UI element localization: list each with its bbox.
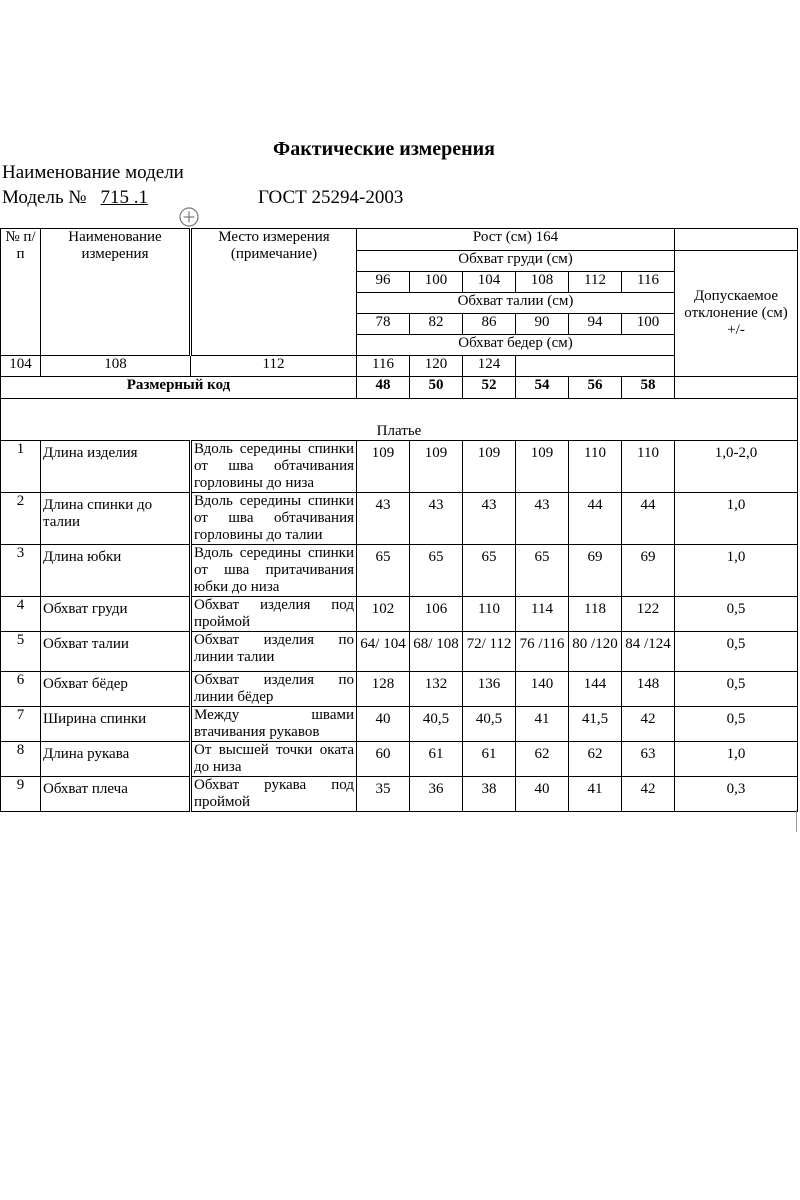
row-number: 8 [1, 742, 41, 777]
measurement-value: 122 [622, 597, 675, 632]
waist-size-cell: 82 [410, 314, 463, 335]
measurement-note: Вдоль середины спинки от шва обтачивания горловины до низа [191, 441, 357, 493]
model-number: 715 .1 [100, 187, 148, 208]
measurement-value: 109 [463, 441, 516, 493]
tolerance-value: 0,5 [675, 672, 798, 707]
measurement-value: 35 [357, 777, 410, 812]
measurement-value: 61 [463, 742, 516, 777]
tolerance-value: 0,5 [675, 632, 798, 672]
measurement-value: 40,5 [410, 707, 463, 742]
measurement-value: 40 [357, 707, 410, 742]
table-row [1, 441, 798, 493]
row-number: 3 [1, 545, 41, 597]
table-row [1, 707, 798, 742]
model-name-label: Наименование модели [2, 162, 184, 183]
model-label: Модель № [2, 187, 87, 208]
row-number: 5 [1, 632, 41, 672]
measurement-value: 128 [357, 672, 410, 707]
measurement-value: 60 [357, 742, 410, 777]
measurement-value: 132 [410, 672, 463, 707]
measurement-value: 80 /120 [569, 632, 622, 672]
measurement-value: 43 [410, 493, 463, 545]
measurement-value: 43 [357, 493, 410, 545]
measurement-name: Обхват бёдер [41, 672, 191, 707]
measurement-value: 62 [569, 742, 622, 777]
measurement-value: 43 [516, 493, 569, 545]
measurement-name: Ширина спинки [41, 707, 191, 742]
measurement-value: 118 [569, 597, 622, 632]
measurement-value: 38 [463, 777, 516, 812]
measurement-value: 64/ 104 [357, 632, 410, 672]
tolerance-value: 1,0 [675, 545, 798, 597]
measurement-value: 109 [357, 441, 410, 493]
measurement-value: 109 [516, 441, 569, 493]
section-title: Платье [1, 399, 798, 441]
measurement-note: Обхват изделия под проймой [191, 597, 357, 632]
measurement-value: 61 [410, 742, 463, 777]
measurement-value: 41 [516, 707, 569, 742]
measurement-value: 69 [622, 545, 675, 597]
waist-size-cell: 94 [569, 314, 622, 335]
waist-size-cell: 78 [357, 314, 410, 335]
header-hips: Обхват бедер (см) [357, 335, 675, 356]
measurement-value: 140 [516, 672, 569, 707]
size-code-blank [675, 377, 798, 399]
measurement-value: 43 [463, 493, 516, 545]
size-code-cell: 52 [463, 377, 516, 399]
measurement-note: Обхват изделия по линии талии [191, 632, 357, 672]
row-number: 6 [1, 672, 41, 707]
hip-size-cell: 120 [410, 356, 463, 377]
measurement-value: 40,5 [463, 707, 516, 742]
measurement-value: 68/ 108 [410, 632, 463, 672]
measurement-name: Обхват талии [41, 632, 191, 672]
chest-size-cell: 116 [622, 272, 675, 293]
measurement-value: 44 [569, 493, 622, 545]
table-row [1, 545, 798, 597]
table-row [1, 742, 798, 777]
measurement-value: 36 [410, 777, 463, 812]
measurement-name: Обхват плеча [41, 777, 191, 812]
measurement-note: От высшей точки оката до низа [191, 742, 357, 777]
measurement-value: 63 [622, 742, 675, 777]
measurement-name: Длина спинки до талии [41, 493, 191, 545]
table-row [1, 777, 798, 812]
measurement-note: Вдоль середины спинки от шва обтачивания горловины до талии [191, 493, 357, 545]
row-number: 9 [1, 777, 41, 812]
chest-size-cell: 104 [463, 272, 516, 293]
measurement-name: Длина изделия [41, 441, 191, 493]
chest-size-cell: 108 [516, 272, 569, 293]
measurement-value: 41 [569, 777, 622, 812]
plus-circle-icon[interactable] [178, 206, 200, 228]
header-name: Наименование измерения [41, 229, 191, 356]
measurement-value: 110 [463, 597, 516, 632]
measurement-value: 44 [622, 493, 675, 545]
tolerance-value: 0,5 [675, 597, 798, 632]
chest-size-cell: 96 [357, 272, 410, 293]
measurement-value: 144 [569, 672, 622, 707]
size-code-cell: 50 [410, 377, 463, 399]
measurement-value: 62 [516, 742, 569, 777]
table-row [1, 632, 798, 672]
row-number: 4 [1, 597, 41, 632]
measurement-value: 136 [463, 672, 516, 707]
measurement-value: 40 [516, 777, 569, 812]
measurement-value: 41,5 [569, 707, 622, 742]
size-code-cell: 56 [569, 377, 622, 399]
row-number: 2 [1, 493, 41, 545]
size-code-cell: 54 [516, 377, 569, 399]
measurement-name: Обхват груди [41, 597, 191, 632]
table-row [1, 493, 798, 545]
measurement-value: 72/ 112 [463, 632, 516, 672]
size-code-cell: 48 [357, 377, 410, 399]
measurement-name: Длина рукава [41, 742, 191, 777]
gost-label: ГОСТ 25294-2003 [258, 187, 404, 208]
measurement-value: 69 [569, 545, 622, 597]
size-code-cell: 58 [622, 377, 675, 399]
header-waist: Обхват талии (см) [357, 293, 675, 314]
hip-size-cell: 116 [357, 356, 410, 377]
measurement-name: Длина юбки [41, 545, 191, 597]
measurement-value: 84 /124 [622, 632, 675, 672]
tolerance-value: 0,3 [675, 777, 798, 812]
measurement-value: 109 [410, 441, 463, 493]
measurement-value: 42 [622, 707, 675, 742]
model-line [2, 187, 148, 209]
measurement-note: Между швами втачивания рукавов [191, 707, 357, 742]
row-number: 7 [1, 707, 41, 742]
measurement-value: 42 [622, 777, 675, 812]
measurement-value: 65 [357, 545, 410, 597]
hip-size-cell: 112 [191, 356, 357, 377]
measurement-value: 148 [622, 672, 675, 707]
table-row [1, 672, 798, 707]
header-chest: Обхват груди (см) [357, 251, 675, 272]
waist-size-cell: 90 [516, 314, 569, 335]
row-number: 1 [1, 441, 41, 493]
measurement-value: 65 [410, 545, 463, 597]
tolerance-value: 0,5 [675, 707, 798, 742]
measurement-value: 65 [463, 545, 516, 597]
measurement-note: Обхват рукава под проймой [191, 777, 357, 812]
hip-size-cell: 124 [463, 356, 516, 377]
header-height: Рост (см) 164 [357, 229, 675, 251]
size-code-label: Размерный код [1, 377, 357, 399]
measurement-value: 106 [410, 597, 463, 632]
header-blank [675, 229, 798, 251]
waist-size-cell: 86 [463, 314, 516, 335]
measurement-value: 76 /116 [516, 632, 569, 672]
measurements-table [0, 228, 798, 812]
header-tolerance: Допускаемое отклонение (см) +/- [675, 251, 798, 377]
hip-size-cell: 108 [41, 356, 191, 377]
header-num: № п/п [1, 229, 41, 356]
header-place: Место измерения (примечание) [191, 229, 357, 356]
tolerance-value: 1,0 [675, 493, 798, 545]
measurement-value: 110 [622, 441, 675, 493]
measurement-value: 114 [516, 597, 569, 632]
measurement-value: 65 [516, 545, 569, 597]
hip-size-cell: 104 [1, 356, 41, 377]
measurement-note: Вдоль середины спинки от шва притачивания юбки до низа [191, 545, 357, 597]
page-edge-marker [796, 810, 800, 832]
measurement-value: 102 [357, 597, 410, 632]
tolerance-value: 1,0-2,0 [675, 441, 798, 493]
tolerance-value: 1,0 [675, 742, 798, 777]
chest-size-cell: 112 [569, 272, 622, 293]
page-title: Фактические измерения [273, 138, 495, 160]
waist-size-cell: 100 [622, 314, 675, 335]
table-row [1, 597, 798, 632]
measurement-note: Обхват изделия по линии бёдер [191, 672, 357, 707]
chest-size-cell: 100 [410, 272, 463, 293]
measurement-value: 110 [569, 441, 622, 493]
